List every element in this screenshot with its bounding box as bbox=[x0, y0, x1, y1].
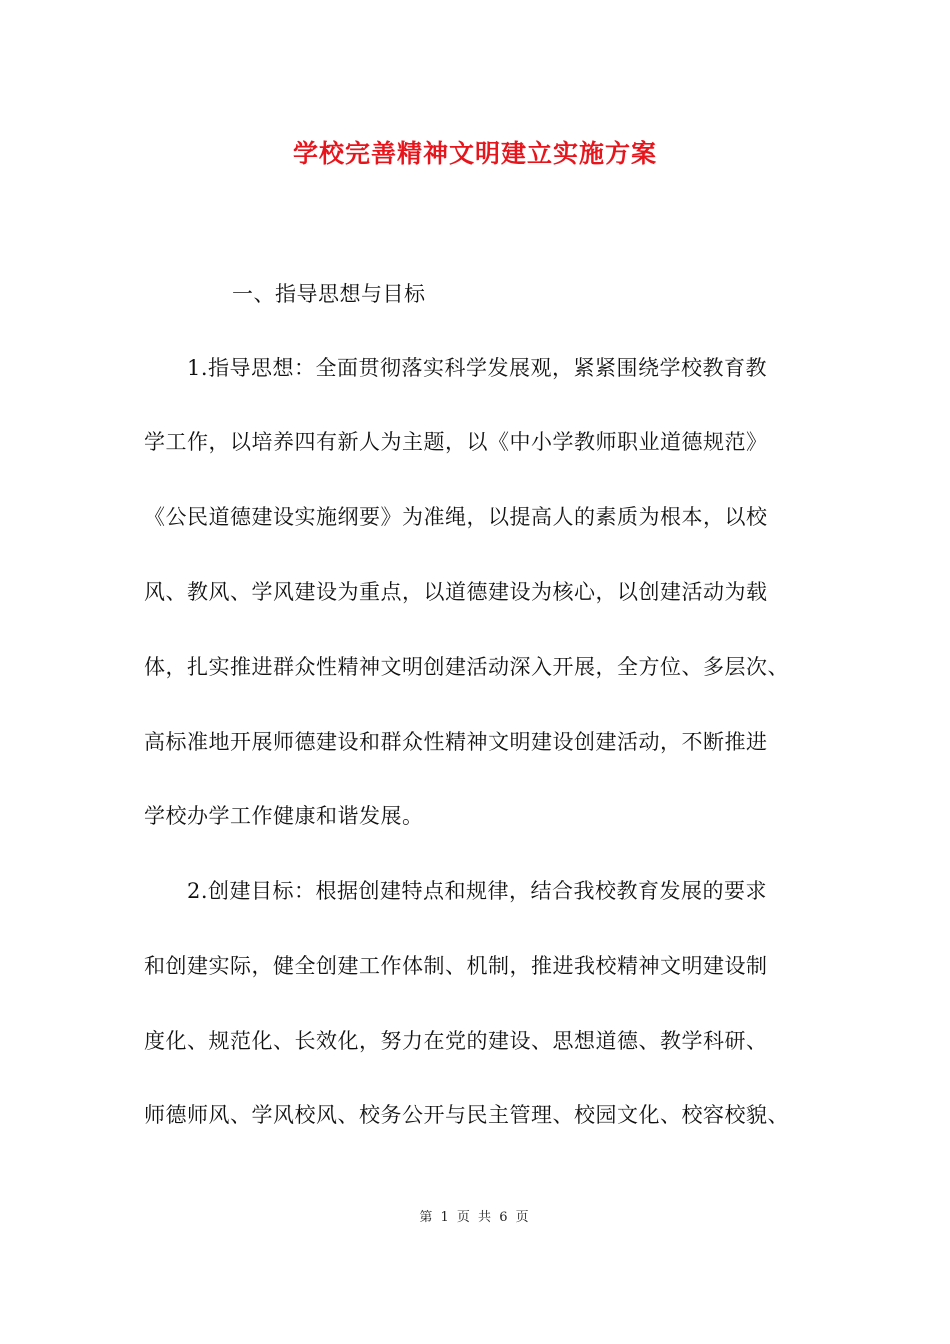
paragraph-line: 2.创建目标：根据创建特点和规律，结合我校教育发展的要求 bbox=[187, 879, 768, 903]
paragraph-line: 学校办学工作健康和谐发展。 bbox=[144, 804, 424, 828]
paragraph-line: 《公民道德建设实施纲要》为准绳，以提高人的素质为根本，以校 bbox=[144, 505, 768, 529]
document-title: 学校完善精神文明建立实施方案 bbox=[292, 139, 657, 168]
paragraph-line: 体，扎实推进群众性精神文明创建活动深入开展，全方位、多层次、 bbox=[144, 655, 789, 679]
paragraph-line: 和创建实际，健全创建工作体制、机制，推进我校精神文明建设制 bbox=[144, 954, 768, 978]
section-heading: 一、指导思想与目标 bbox=[232, 282, 426, 306]
paragraph-line: 学工作，以培养四有新人为主题，以《中小学教师职业道德规范》 bbox=[144, 430, 768, 454]
paragraph-line: 风、教风、学风建设为重点，以道德建设为核心，以创建活动为载 bbox=[144, 580, 768, 604]
page-number-footer: 第 1 页 共 6 页 bbox=[419, 1210, 531, 1225]
paragraph-line: 高标准地开展师德建设和群众性精神文明建设创建活动，不断推进 bbox=[144, 730, 768, 754]
paragraph-line: 度化、规范化、长效化，努力在党的建设、思想道德、教学科研、 bbox=[144, 1029, 768, 1053]
paragraph-line: 师德师风、学风校风、校务公开与民主管理、校园文化、校容校貌、 bbox=[144, 1103, 789, 1127]
paragraph-line: 1.指导思想：全面贯彻落实科学发展观，紧紧围绕学校教育教 bbox=[187, 356, 768, 380]
